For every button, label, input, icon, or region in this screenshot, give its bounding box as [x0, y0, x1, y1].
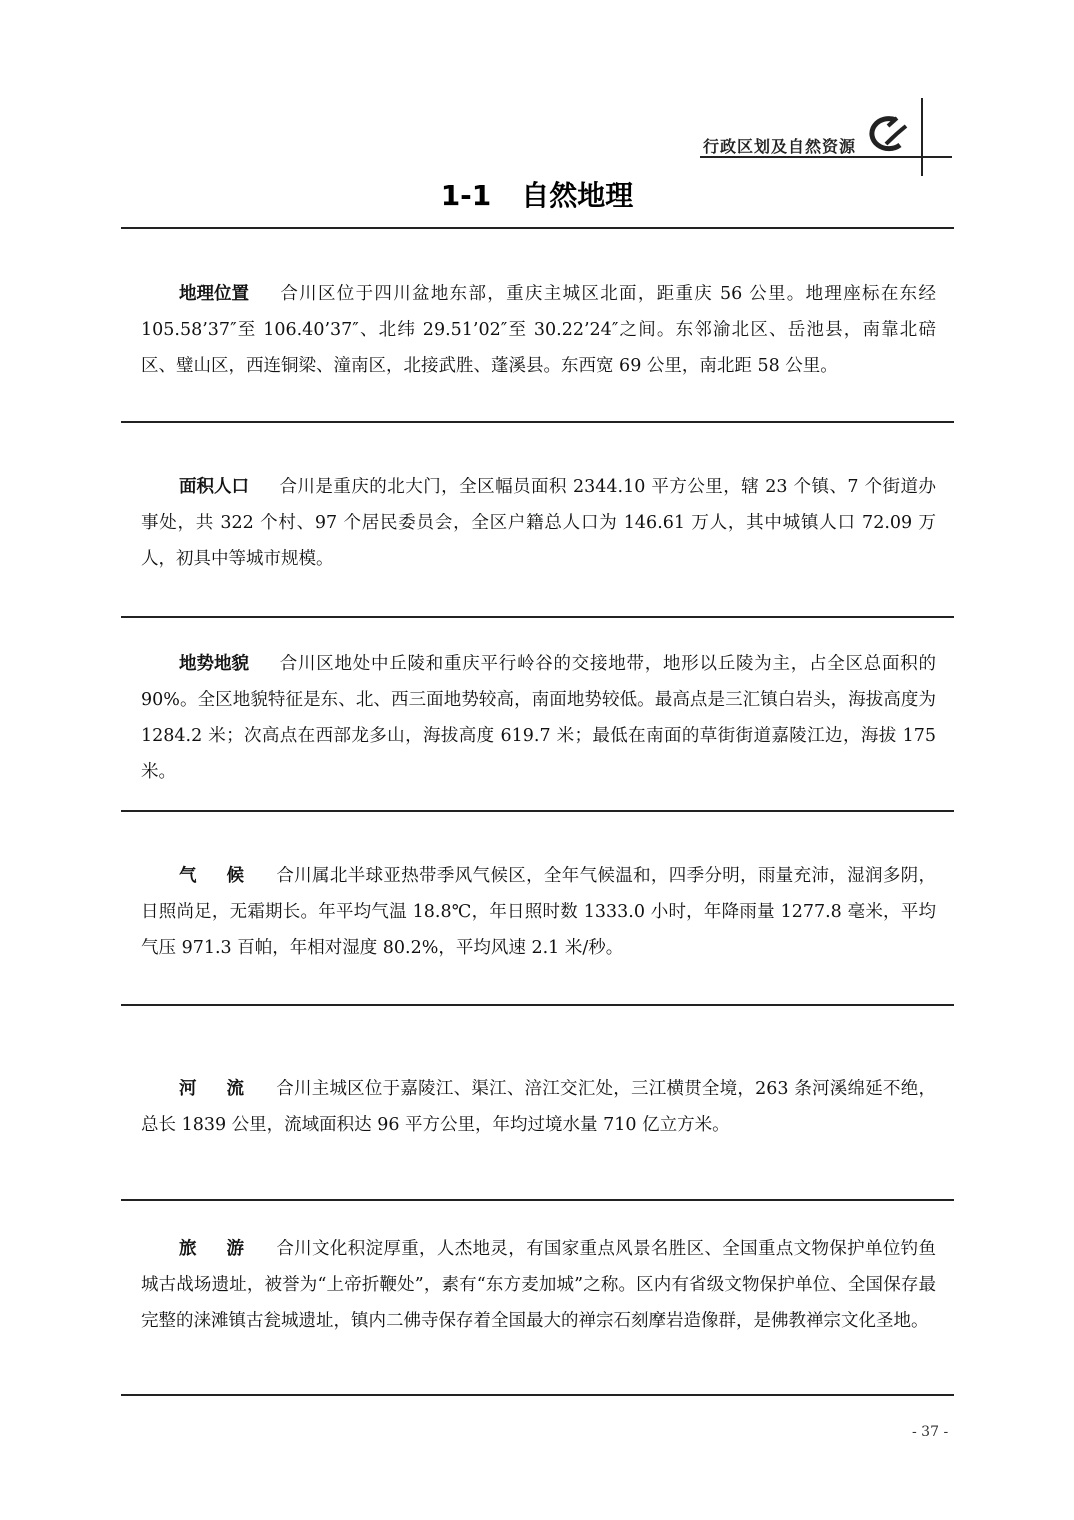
entry-location — [141, 276, 936, 384]
entry-rivers — [141, 1071, 936, 1143]
entry-terrain — [141, 646, 936, 790]
entry-climate — [141, 858, 936, 966]
entry-label: 旅游 — [179, 1239, 274, 1259]
entry-label: 河流 — [179, 1079, 274, 1099]
header-vertical-rule — [921, 98, 923, 176]
divider — [121, 616, 954, 618]
entry-text: 合川文化积淀厚重，人杰地灵，有国家重点风景名胜区、全国重点文物保护单位钓鱼城古战场遗址，被誉为“上帝折鞭处”，素有“东方麦加城”之称。区内有省级文物保护单位、全国保存最完整的涞滩镇古瓮城遗址，镇内二佛寺保存着全国最大的禅宗石刻摩岩造像群，是佛教禅宗文化圣地。 — [141, 1239, 936, 1331]
entry-label: 地势地貌 — [179, 654, 249, 674]
divider — [121, 421, 954, 423]
divider — [121, 1004, 954, 1006]
publisher-logo-icon — [866, 114, 910, 154]
entry-text: 合川是重庆的北大门，全区幅员面积 2344.10 平方公里，辖 23 个镇、7 个街道办事处，共 322 个村、97 个居民委员会，全区户籍总人口为 146.61 万人，其中城镇人口 72.09 万人，初具中等城市规模。 — [141, 477, 936, 569]
entry-area-population — [141, 469, 936, 577]
page-title — [0, 174, 1074, 214]
divider — [121, 227, 954, 229]
entry-text: 合川属北半球亚热带季风气候区，全年气候温和，四季分明，雨量充沛，湿润多阴，日照尚足，无霜期长。年平均气温 18.8℃，年日照时数 1333.0 小时，年降雨量 1277.8 毫米，平均气压 971.3 百帕，年相对湿度 80.2%，平均风速 2.1 米/秒。 — [141, 866, 936, 958]
section-header: 行政区划及自然资源 — [703, 137, 857, 156]
entry-text: 合川区地处中丘陵和重庆平行岭谷的交接地带，地形以丘陵为主，占全区总面积的 90%。全区地貌特征是东、北、西三面地势较高，南面地势较低。最高点是三汇镇白岩头，海拔高度为 1284.2 米；次高点在西部龙多山，海拔高度 619.7 米；最低在南面的草街街道嘉陵江边，海拔 175 米。 — [141, 654, 936, 782]
entry-text: 合川区位于四川盆地东部，重庆主城区北面，距重庆 56 公里。地理座标在东经 105.58’37″至 106.40’37″、北纬 29.51’02″至 30.22’24″之间。东邻渝北区、岳池县，南靠北碚区、璧山区，西连铜梁、潼南区，北接武胜、蓬溪县。东西宽 69 公里，南北距 58 公里。 — [141, 284, 936, 376]
divider — [121, 810, 954, 812]
divider — [121, 1394, 954, 1396]
page-number: - 37 - — [912, 1424, 949, 1440]
entry-label: 地理位置 — [179, 284, 249, 304]
page-title-number: 1-1 — [440, 179, 492, 212]
entry-text: 合川主城区位于嘉陵江、渠江、涪江交汇处，三江横贯全境，263 条河溪绵延不绝，总长 1839 公里，流域面积达 96 平方公里，年均过境水量 710 亿立方米。 — [141, 1079, 936, 1135]
entry-label: 面积人口 — [179, 477, 249, 497]
entry-tourism — [141, 1231, 936, 1339]
divider — [121, 1199, 954, 1201]
entry-label: 气候 — [179, 866, 274, 886]
page-title-text: 自然地理 — [521, 179, 634, 212]
